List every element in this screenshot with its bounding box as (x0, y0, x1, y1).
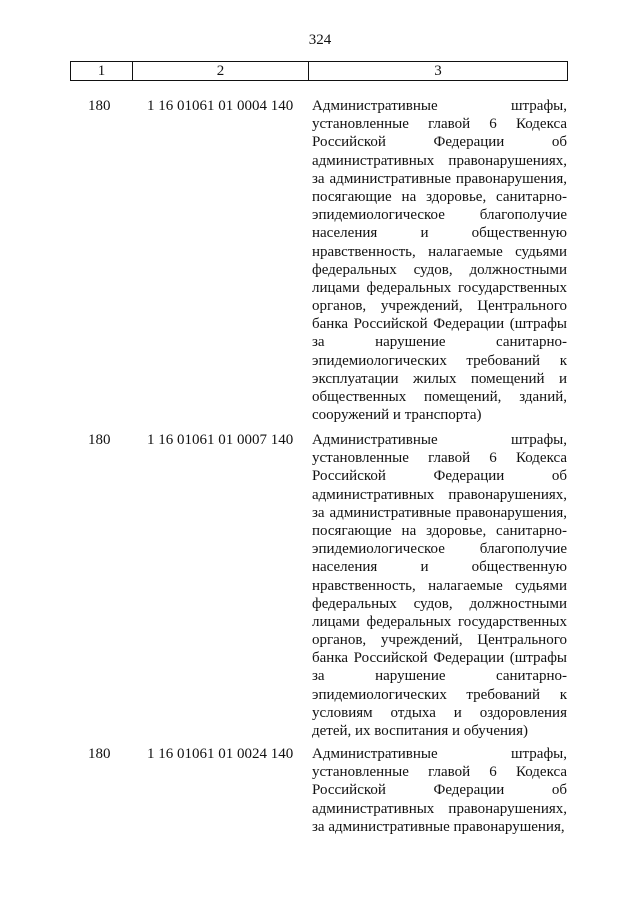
description-line: Российской Федерации об (312, 468, 567, 485)
description-line: Российской Федерации об (312, 782, 567, 799)
description-line: административных правонарушениях, (312, 152, 567, 169)
description-line: эксплуатации жилых помещений и (312, 370, 567, 387)
description-line: органов, учреждений, Центрального (312, 632, 567, 649)
column-header-1: 1 (71, 62, 133, 80)
column-header-3: 3 (434, 63, 442, 79)
description-line: за административные правонарушения, (312, 818, 565, 835)
description-line: посягающие на здоровье, санитарно- (312, 522, 567, 539)
description-line: Административные штрафы, (312, 432, 567, 448)
description-line: за нарушение санитарно- (312, 668, 567, 685)
administrator-code: 180 (88, 746, 111, 762)
description-line: установленные главой 6 Кодекса (312, 764, 567, 781)
description-line: Административные штрафы, (312, 746, 567, 762)
description-line: эпидемиологическое благополучие (312, 207, 567, 224)
budget-classification-code: 1 16 01061 01 0004 140 (147, 98, 294, 114)
column-header-2: 2 (133, 62, 309, 80)
description-line: административных правонарушениях, (312, 486, 567, 503)
administrator-code: 180 (88, 432, 111, 448)
description-line: органов, учреждений, Центрального (312, 298, 567, 315)
description-line: общественных помещений, зданий, (312, 389, 567, 405)
description-line: банка Российской Федерации (штрафы (312, 316, 567, 333)
description-line: сооружений и транспорта) (312, 407, 482, 424)
description-line: Российской Федерации об (312, 134, 567, 151)
revenue-description (312, 431, 567, 740)
revenue-description (312, 745, 567, 836)
description-line: за нарушение санитарно- (312, 334, 567, 351)
description-line: лицами федеральных государственных (312, 279, 567, 296)
description-line: за административные правонарушения, (312, 170, 567, 187)
description-line: эпидемиологических требований к (312, 686, 567, 703)
budget-classification-code: 1 16 01061 01 0024 140 (147, 746, 294, 762)
description-line: населения и общественную (312, 225, 567, 242)
description-line: нравственность, налагаемые судьями (312, 243, 567, 260)
description-line: федеральных судов, должностными (312, 595, 567, 612)
description-line: установленные главой 6 Кодекса (312, 450, 567, 467)
description-line: банка Российской Федерации (штрафы (312, 650, 567, 667)
description-line: эпидемиологическое благополучие (312, 541, 567, 558)
description-line: Административные штрафы, (312, 98, 567, 114)
budget-classification-code: 1 16 01061 01 0007 140 (147, 432, 294, 448)
description-line: посягающие на здоровье, санитарно- (312, 188, 567, 205)
description-line: административных правонарушениях, (312, 800, 567, 817)
description-line: условиям отдыха и оздоровления (312, 704, 567, 721)
description-line: за административные правонарушения, (312, 504, 567, 521)
revenue-description (312, 97, 567, 424)
description-line: федеральных судов, должностными (312, 261, 567, 278)
description-line: эпидемиологических требований к (312, 352, 567, 369)
description-line: установленные главой 6 Кодекса (312, 116, 567, 133)
description-line: лицами федеральных государственных (312, 613, 567, 630)
description-line: населения и общественную (312, 559, 567, 576)
administrator-code: 180 (88, 98, 111, 114)
page-number: 324 (308, 32, 332, 48)
description-line: детей, их воспитания и обучения) (312, 723, 528, 739)
column-header-row (70, 61, 568, 81)
description-line: нравственность, налагаемые судьями (312, 577, 567, 594)
